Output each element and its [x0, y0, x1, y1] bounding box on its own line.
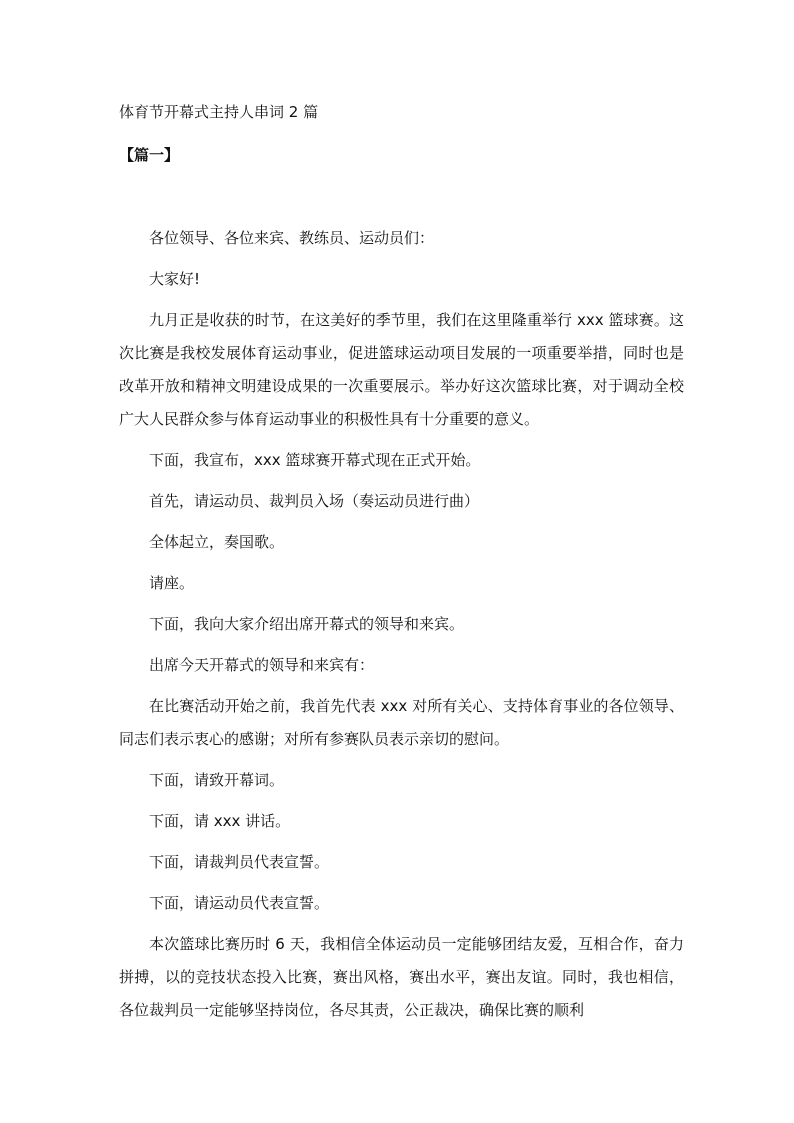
paragraph-entrance: 首先，请运动员、裁判员入场（奏运动员进行曲） [149, 492, 480, 510]
paragraph-intro: 九月正是收获的时节，在这美好的季节里，我们在这里隆重举行 xxx 篮球赛。这次比赛是我校发展体育运动事业，促进篮球运动项目发展的一项重要举措，同时也是改革开放和精神文明建设成果的一次重要展示。举办好这次篮球比赛，对于调动全校广大人民群众参与体育运动事业的积极性具有十分重要的意义。 [119, 311, 684, 428]
paragraph-introduce-guests: 下面，我向大家介绍出席开幕式的领导和来宾。 [149, 615, 465, 633]
paragraph-announce-start: 下面，我宣布，xxx 篮球赛开幕式现在正式开始。 [149, 451, 481, 469]
document-title: 体育节开幕式主持人串词 2 篇 [119, 103, 319, 121]
paragraph-greeting: 各位领导、各位来宾、教练员、运动员们： [149, 229, 435, 247]
paragraph-opening-speech: 下面，请致开幕词。 [149, 771, 285, 789]
paragraph-athlete-oath: 下面，请运动员代表宣誓。 [149, 894, 330, 912]
paragraph-anthem: 全体起立，奏国歌。 [149, 533, 285, 551]
paragraph-referee-oath: 下面，请裁判员代表宣誓。 [149, 853, 330, 871]
paragraph-closing: 本次篮球比赛历时 6 天，我相信全体运动员一定能够团结友爱，互相合作，奋力拼搏，以的竞技状态投入比赛，赛出风格，赛出水平，赛出友谊。同时，我也相信，各位裁判员一定能够坚持岗位，各尽其责，公正裁决，确保比赛的顺利 [119, 935, 684, 1019]
section-heading: 【篇一】 [119, 146, 180, 164]
paragraph-thanks: 在比赛活动开始之前，我首先代表 xxx 对所有关心、支持体育事业的各位领导、同志们表示衷心的感谢；对所有参赛队员表示亲切的慰问。 [119, 697, 684, 748]
document-body [119, 222, 684, 1035]
paragraph-guests-present: 出席今天开幕式的领导和来宾有： [149, 656, 375, 674]
paragraph-hello: 大家好! [149, 270, 201, 288]
paragraph-be-seated: 请座。 [149, 574, 195, 592]
paragraph-speech: 下面，请 xxx 讲话。 [149, 812, 291, 830]
